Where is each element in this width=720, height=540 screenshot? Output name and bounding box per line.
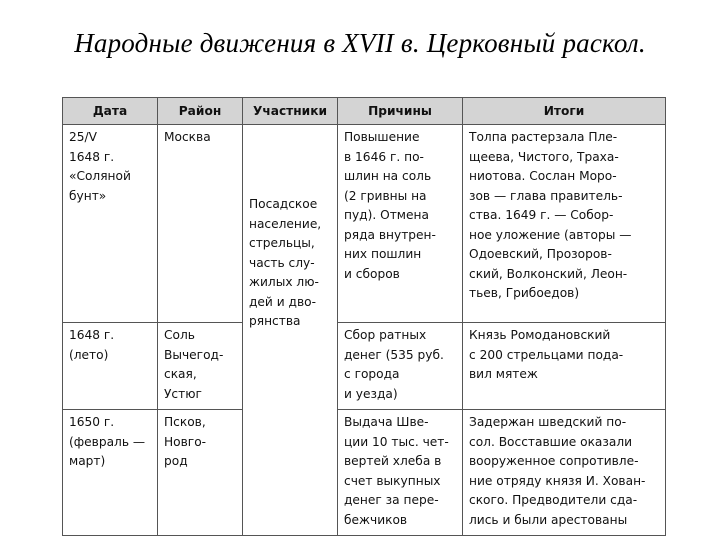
cell-results: Князь Ромодановский с 200 стрельцами пода- вил мятеж [463,323,666,410]
table-row [63,125,666,323]
table-row [63,410,666,536]
cell-participants: Посадское население, стрельцы, часть слу- жилых лю- дей и дво- рянства [243,125,338,536]
header-date: Дата [63,98,158,125]
cell-region: Москва [158,125,243,323]
header-results: Итоги [463,98,666,125]
cell-date: 1650 г. (февраль — март) [63,410,158,536]
cell-region: Соль Вычегод- ская, Устюг [158,323,243,410]
cell-results: Толпа растерзала Пле- щеева, Чистого, Траха- ниотова. Сослан Моро- зов — глава правитель- ства. 1649 г. — Собор- ное уложение (авторы — Одоевский, Прозоров- ский, Волконский, Леон- тьев, Грибоедов) [463,125,666,323]
cell-date: 25/V 1648 г. «Соляной бунт» [63,125,158,323]
header-region: Район [158,98,243,125]
cell-results: Задержан шведский по- сол. Восставшие оказали вооруженное сопротивле- ние отряду князя И. Хован- ского. Предводители сда- лись и были арестованы [463,410,666,536]
header-participants: Участники [243,98,338,125]
table-row [63,323,666,410]
cell-date: 1648 г. (лето) [63,323,158,410]
uprisings-table [62,97,666,536]
cell-causes: Сбор ратных денег (535 руб. с города и уезда) [338,323,463,410]
cell-causes: Выдача Шве- ции 10 тыс. чет- вертей хлеба в счет выкупных денег за пере- бежчиков [338,410,463,536]
cell-causes: Повышение в 1646 г. по- шлин на соль (2 гривны на пуд). Отмена ряда внутрен- них пошлин и сборов [338,125,463,323]
table-header-row [63,98,666,125]
cell-region: Псков, Новго- род [158,410,243,536]
page-title: Народные движения в XVII в. Церковный раскол. [74,28,646,58]
header-causes: Причины [338,98,463,125]
